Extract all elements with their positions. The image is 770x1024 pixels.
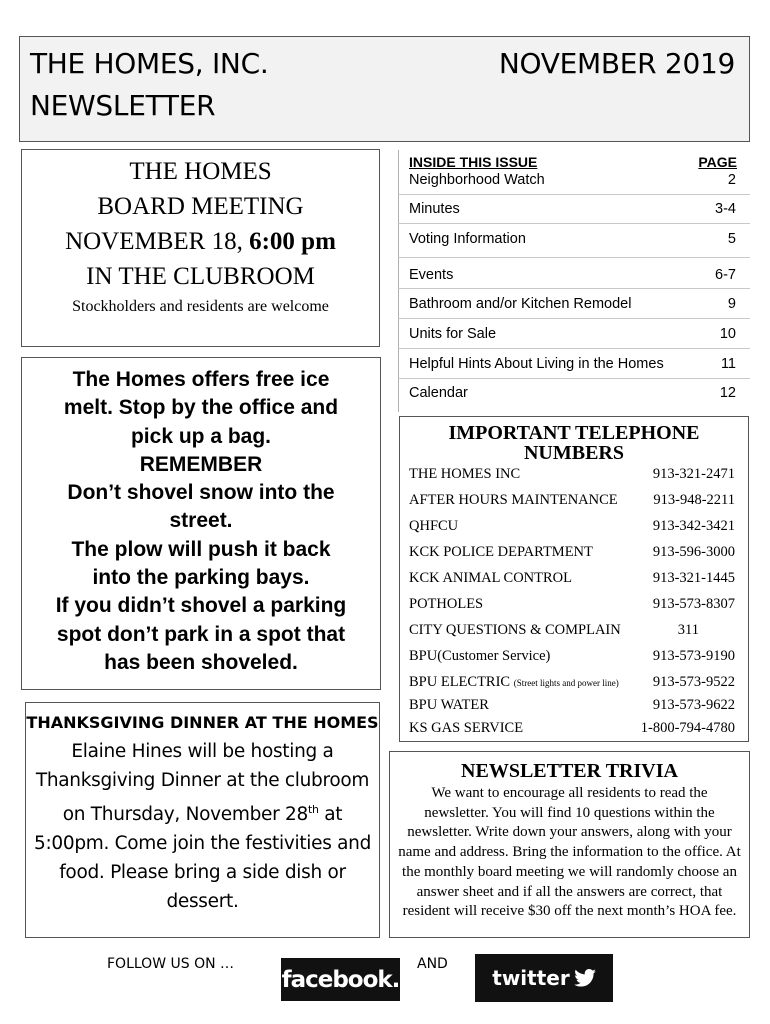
phone-number: 311 (677, 622, 699, 638)
phone-number: 913-573-9522 (652, 674, 735, 690)
phone-row (409, 673, 735, 692)
trivia-title: NEWSLETTER TRIVIA (461, 760, 678, 782)
phone-number: 1-800-794-4780 (640, 720, 735, 736)
ice-line: Don’t shovel snow into the (67, 481, 335, 505)
toc-item-page: 11 (720, 356, 736, 372)
phone-name: QHFCU (409, 518, 459, 534)
facebook-logo-button[interactable] (281, 958, 400, 1001)
toc-item-title: Units for Sale (409, 326, 497, 342)
board-meeting-notice (21, 149, 380, 347)
phone-number: 913-948-2211 (653, 492, 735, 508)
phone-row (409, 543, 735, 561)
follow-us-label: FOLLOW US ON … (107, 956, 235, 972)
toc-item-title: Neighborhood Watch (409, 172, 545, 188)
ice-line: The plow will push it back (71, 537, 331, 561)
toc-heading: INSIDE THIS ISSUE (409, 154, 538, 170)
twitter-logo-text: twitter (492, 966, 570, 990)
board-date: NOVEMBER 18, (65, 228, 243, 255)
phone-row (409, 719, 735, 737)
toc-page-heading: PAGE (698, 154, 737, 170)
toc-separator (398, 378, 750, 379)
ice-line: The Homes offers free ice (72, 368, 330, 391)
toc-separator (398, 288, 750, 289)
newsletter-label: NEWSLETTER (30, 89, 216, 122)
board-line2: BOARD MEETING (97, 193, 304, 220)
phone-number: 913-321-2471 (652, 466, 735, 482)
phone-name: KS GAS SERVICE (409, 720, 524, 736)
toc-separator (398, 257, 750, 258)
ice-line: melt. Stop by the office and (63, 396, 339, 420)
phone-row (409, 569, 735, 587)
phone-number: 913-321-1445 (652, 570, 735, 586)
phone-row (409, 465, 735, 483)
twitter-logo-button[interactable] (475, 954, 613, 1002)
phone-row (409, 696, 735, 714)
toc-item-page: 9 (727, 296, 736, 312)
newsletter-header (19, 36, 750, 142)
phone-number: 913-342-3421 (652, 518, 735, 534)
ice-line: spot don’t park in a spot that (56, 622, 346, 646)
phone-name: BPU(Customer Service) (409, 648, 551, 664)
phone-name: AFTER HOURS MAINTENANCE (409, 492, 618, 508)
thanksgiving-ordinal: th (307, 803, 319, 816)
phones-title-line2: NUMBERS (523, 442, 624, 464)
phone-number: 913-596-3000 (652, 544, 735, 560)
phone-name: THE HOMES INC (409, 466, 521, 482)
phone-number: 913-573-9622 (652, 697, 735, 713)
toc-item-title: Bathroom and/or Kitchen Remodel (409, 296, 632, 312)
ice-line: into the parking bays. (92, 566, 310, 590)
phone-name: BPU WATER (409, 697, 489, 713)
phone-name: BPU ELECTRIC (409, 674, 511, 690)
board-line4: IN THE CLUBROOM (86, 263, 315, 290)
toc-item-title: Minutes (409, 201, 460, 217)
toc-item-page: 12 (719, 385, 736, 401)
toc-item[interactable] (409, 266, 736, 284)
toc-separator (398, 194, 750, 195)
phone-number: 913-573-9190 (652, 648, 735, 664)
toc-item[interactable] (409, 200, 736, 218)
toc-left-rule (398, 150, 399, 412)
thanksgiving-body-end: at 5:00pm. Come join the festivities and food. Please bring a side dish or dessert. (33, 804, 372, 913)
toc-separator (398, 348, 750, 349)
phone-row (409, 647, 735, 665)
thanksgiving-title: THANKSGIVING DINNER AT THE HOMES (26, 713, 379, 732)
phone-row (409, 517, 735, 535)
toc-item[interactable] (409, 230, 736, 248)
thanksgiving-body-start: Elaine Hines will be hosting a Thanksgiving Dinner at the clubroom on Thursday, November 28 (35, 741, 370, 826)
toc-item-title: Calendar (409, 385, 468, 401)
phone-note: (Street lights and power line) (513, 678, 619, 688)
facebook-logo-text: facebook. (281, 966, 400, 993)
trivia-body: We want to encourage all residents to read the newsletter. You will find 10 questions within the newsletter. Write down your answers, along with your name and address. Bring the information to the office. At the monthly board meeting we will randomly choose an answer sheet and if all the answers are correct, that resident will receive $30 off the next month’s HOA fee. (398, 785, 741, 920)
and-label: AND (417, 956, 448, 972)
ice-line: has been shoveled. (104, 650, 298, 674)
toc-separator (398, 223, 750, 224)
toc-separator (398, 318, 750, 319)
toc-item-title: Events (409, 267, 454, 283)
organization-name: THE HOMES, INC. (30, 47, 269, 80)
ice-line: If you didn’t shovel a parking (55, 594, 347, 618)
board-note: Stockholders and residents are welcome (72, 298, 329, 315)
toc-item-title: Helpful Hints About Living in the Homes (409, 356, 664, 372)
toc-item[interactable] (409, 325, 736, 343)
ice-line: street. (169, 509, 233, 533)
phone-number: 913-573-8307 (652, 596, 735, 612)
toc-item-page: 3-4 (715, 201, 736, 217)
toc-item[interactable] (409, 355, 736, 373)
toc-item-page: 5 (727, 231, 736, 247)
ice-line: REMEMBER (139, 452, 263, 476)
inside-this-issue (398, 150, 750, 412)
toc-item[interactable] (409, 171, 736, 189)
toc-item-page: 6-7 (715, 267, 736, 283)
phone-row (409, 491, 735, 509)
phone-name: POTHOLES (409, 596, 484, 612)
toc-item-page: 2 (727, 172, 736, 188)
board-line1: THE HOMES (129, 158, 272, 185)
thanksgiving-dinner-notice (25, 702, 380, 938)
twitter-bird-icon (574, 969, 596, 987)
phones-title-line1: IMPORTANT TELEPHONE (448, 422, 700, 444)
phone-name: KCK POLICE DEPARTMENT (409, 544, 593, 560)
issue-month: NOVEMBER 2019 (498, 47, 735, 80)
toc-item-page: 10 (719, 326, 736, 342)
board-line3 (22, 224, 379, 259)
phone-row (409, 595, 735, 613)
phone-name: CITY QUESTIONS & COMPLAIN (409, 622, 621, 638)
ice-line: pick up a bag. (130, 424, 272, 448)
newsletter-trivia (389, 751, 750, 938)
phone-row (409, 621, 735, 639)
thanksgiving-body (26, 737, 379, 916)
phone-name: KCK ANIMAL CONTROL (409, 570, 572, 586)
toc-item[interactable] (409, 295, 736, 313)
important-telephone-numbers (399, 416, 749, 742)
toc-item[interactable] (409, 384, 736, 402)
toc-item-title: Voting Information (409, 231, 526, 247)
board-time: 6:00 pm (249, 228, 336, 255)
ice-melt-notice (21, 357, 381, 690)
